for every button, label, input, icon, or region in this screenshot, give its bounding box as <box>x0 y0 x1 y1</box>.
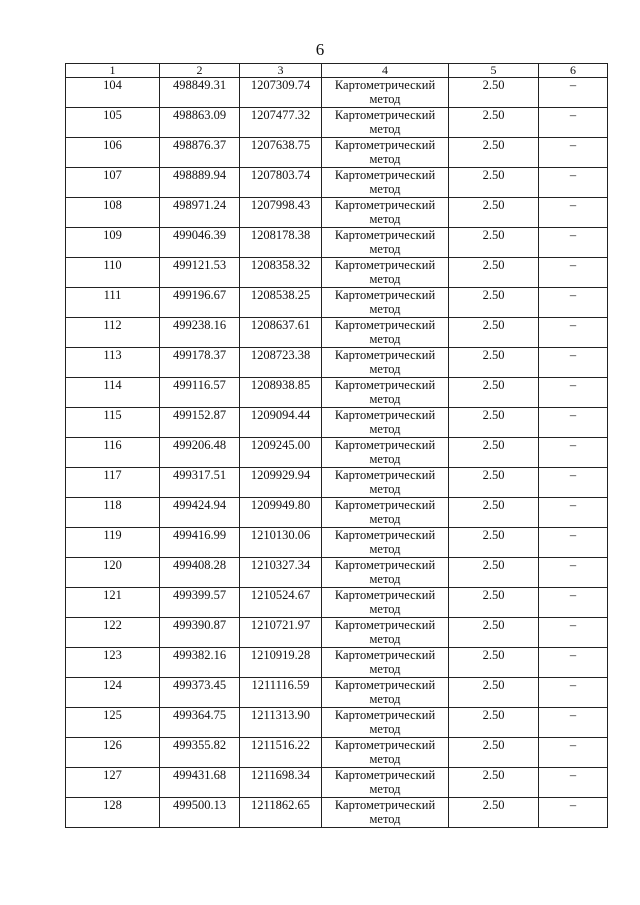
note-cell: – <box>539 588 608 618</box>
method-cell <box>322 408 449 438</box>
note-cell: – <box>539 318 608 348</box>
method-cell <box>322 378 449 408</box>
y-coordinate-cell: 1208637.61 <box>240 318 322 348</box>
method-cell <box>322 138 449 168</box>
method-line-2: метод <box>369 812 401 826</box>
method-line-1: Картометрический <box>334 528 436 542</box>
method-line-2: метод <box>369 602 401 616</box>
y-coordinate-cell: 1209929.94 <box>240 468 322 498</box>
y-coordinate-cell: 1207477.32 <box>240 108 322 138</box>
method-line-1: Картометрический <box>334 708 436 722</box>
point-number-cell: 125 <box>66 708 160 738</box>
method-line-1: Картометрический <box>334 498 436 512</box>
method-line-2: метод <box>369 632 401 646</box>
method-line-1: Картометрический <box>334 678 436 692</box>
y-coordinate-cell: 1207309.74 <box>240 78 322 108</box>
note-cell: – <box>539 768 608 798</box>
y-coordinate-cell: 1209949.80 <box>240 498 322 528</box>
note-cell: – <box>539 528 608 558</box>
method-line-1: Картометрический <box>334 468 436 482</box>
column-header: 5 <box>449 64 539 78</box>
accuracy-cell: 2.50 <box>449 138 539 168</box>
method-line-1: Картометрический <box>334 198 436 212</box>
note-cell: – <box>539 348 608 378</box>
table-row <box>66 738 608 768</box>
method-cell <box>322 198 449 228</box>
accuracy-cell: 2.50 <box>449 78 539 108</box>
point-number-cell: 113 <box>66 348 160 378</box>
x-coordinate-cell: 499206.48 <box>160 438 240 468</box>
method-cell <box>322 498 449 528</box>
x-coordinate-cell: 499408.28 <box>160 558 240 588</box>
method-line-1: Картометрический <box>334 348 436 362</box>
y-coordinate-cell: 1210721.97 <box>240 618 322 648</box>
method-line-2: метод <box>369 92 401 106</box>
x-coordinate-cell: 499390.87 <box>160 618 240 648</box>
y-coordinate-cell: 1207638.75 <box>240 138 322 168</box>
y-coordinate-cell: 1207803.74 <box>240 168 322 198</box>
table-row <box>66 78 608 108</box>
x-coordinate-cell: 499178.37 <box>160 348 240 378</box>
x-coordinate-cell: 498876.37 <box>160 138 240 168</box>
page-number: 6 <box>315 40 325 59</box>
accuracy-cell: 2.50 <box>449 408 539 438</box>
point-number-cell: 126 <box>66 738 160 768</box>
accuracy-cell: 2.50 <box>449 318 539 348</box>
x-coordinate-cell: 499317.51 <box>160 468 240 498</box>
x-coordinate-cell: 499399.57 <box>160 588 240 618</box>
method-cell <box>322 798 449 828</box>
note-cell: – <box>539 438 608 468</box>
x-coordinate-cell: 499121.53 <box>160 258 240 288</box>
table-row <box>66 258 608 288</box>
y-coordinate-cell: 1207998.43 <box>240 198 322 228</box>
method-cell <box>322 228 449 258</box>
y-coordinate-cell: 1208723.38 <box>240 348 322 378</box>
method-line-1: Картометрический <box>334 378 436 392</box>
y-coordinate-cell: 1211116.59 <box>240 678 322 708</box>
point-number-cell: 128 <box>66 798 160 828</box>
method-cell <box>322 168 449 198</box>
method-cell <box>322 708 449 738</box>
point-number-cell: 107 <box>66 168 160 198</box>
note-cell: – <box>539 78 608 108</box>
note-cell: – <box>539 168 608 198</box>
note-cell: – <box>539 198 608 228</box>
y-coordinate-cell: 1208358.32 <box>240 258 322 288</box>
y-coordinate-cell: 1211862.65 <box>240 798 322 828</box>
accuracy-cell: 2.50 <box>449 738 539 768</box>
note-cell: – <box>539 798 608 828</box>
accuracy-cell: 2.50 <box>449 798 539 828</box>
table-row <box>66 168 608 198</box>
point-number-cell: 127 <box>66 768 160 798</box>
point-number-cell: 108 <box>66 198 160 228</box>
x-coordinate-cell: 499382.16 <box>160 648 240 678</box>
point-number-cell: 123 <box>66 648 160 678</box>
point-number-cell: 118 <box>66 498 160 528</box>
method-line-1: Картометрический <box>334 228 436 242</box>
table-row <box>66 588 608 618</box>
point-number-cell: 119 <box>66 528 160 558</box>
method-line-1: Картометрический <box>334 108 436 122</box>
point-number-cell: 105 <box>66 108 160 138</box>
table-row <box>66 408 608 438</box>
x-coordinate-cell: 498889.94 <box>160 168 240 198</box>
point-number-cell: 104 <box>66 78 160 108</box>
method-line-2: метод <box>369 362 401 376</box>
note-cell: – <box>539 228 608 258</box>
point-number-cell: 114 <box>66 378 160 408</box>
method-line-1: Картометрический <box>334 258 436 272</box>
table-row <box>66 768 608 798</box>
x-coordinate-cell: 499424.94 <box>160 498 240 528</box>
point-number-cell: 122 <box>66 618 160 648</box>
method-line-2: метод <box>369 212 401 226</box>
note-cell: – <box>539 708 608 738</box>
x-coordinate-cell: 499152.87 <box>160 408 240 438</box>
point-number-cell: 124 <box>66 678 160 708</box>
accuracy-cell: 2.50 <box>449 228 539 258</box>
table-row <box>66 288 608 318</box>
point-number-cell: 121 <box>66 588 160 618</box>
accuracy-cell: 2.50 <box>449 678 539 708</box>
method-line-2: метод <box>369 482 401 496</box>
method-line-2: метод <box>369 332 401 346</box>
table-row <box>66 108 608 138</box>
point-number-cell: 117 <box>66 468 160 498</box>
y-coordinate-cell: 1210524.67 <box>240 588 322 618</box>
x-coordinate-cell: 499373.45 <box>160 678 240 708</box>
method-line-2: метод <box>369 302 401 316</box>
accuracy-cell: 2.50 <box>449 438 539 468</box>
method-line-2: метод <box>369 722 401 736</box>
method-cell <box>322 768 449 798</box>
x-coordinate-cell: 498863.09 <box>160 108 240 138</box>
method-line-2: метод <box>369 512 401 526</box>
method-cell <box>322 318 449 348</box>
method-line-2: метод <box>369 242 401 256</box>
method-cell <box>322 108 449 138</box>
method-line-1: Картометрический <box>334 648 436 662</box>
method-cell <box>322 468 449 498</box>
method-line-2: метод <box>369 392 401 406</box>
table-row <box>66 678 608 708</box>
note-cell: – <box>539 648 608 678</box>
note-cell: – <box>539 678 608 708</box>
table-row <box>66 198 608 228</box>
point-number-cell: 120 <box>66 558 160 588</box>
point-number-cell: 109 <box>66 228 160 258</box>
table-row <box>66 708 608 738</box>
method-line-1: Картометрический <box>334 438 436 452</box>
accuracy-cell: 2.50 <box>449 618 539 648</box>
method-cell <box>322 678 449 708</box>
method-line-2: метод <box>369 662 401 676</box>
method-line-1: Картометрический <box>334 588 436 602</box>
x-coordinate-cell: 499431.68 <box>160 768 240 798</box>
accuracy-cell: 2.50 <box>449 288 539 318</box>
method-line-2: метод <box>369 542 401 556</box>
accuracy-cell: 2.50 <box>449 198 539 228</box>
x-coordinate-cell: 499196.67 <box>160 288 240 318</box>
table-row <box>66 348 608 378</box>
x-coordinate-cell: 499364.75 <box>160 708 240 738</box>
column-header: 4 <box>322 64 449 78</box>
method-line-2: метод <box>369 182 401 196</box>
note-cell: – <box>539 378 608 408</box>
table-row <box>66 318 608 348</box>
accuracy-cell: 2.50 <box>449 168 539 198</box>
method-line-1: Картометрический <box>334 738 436 752</box>
header-row <box>66 64 608 78</box>
note-cell: – <box>539 738 608 768</box>
y-coordinate-cell: 1210327.34 <box>240 558 322 588</box>
accuracy-cell: 2.50 <box>449 108 539 138</box>
x-coordinate-cell: 499500.13 <box>160 798 240 828</box>
method-line-2: метод <box>369 422 401 436</box>
point-number-cell: 116 <box>66 438 160 468</box>
method-line-1: Картометрический <box>334 618 436 632</box>
method-line-2: метод <box>369 782 401 796</box>
method-cell <box>322 648 449 678</box>
x-coordinate-cell: 498971.24 <box>160 198 240 228</box>
table-row <box>66 468 608 498</box>
y-coordinate-cell: 1208938.85 <box>240 378 322 408</box>
method-cell <box>322 258 449 288</box>
method-cell <box>322 438 449 468</box>
method-line-2: метод <box>369 122 401 136</box>
y-coordinate-cell: 1210130.06 <box>240 528 322 558</box>
table-row <box>66 378 608 408</box>
table-row <box>66 648 608 678</box>
note-cell: – <box>539 288 608 318</box>
note-cell: – <box>539 498 608 528</box>
accuracy-cell: 2.50 <box>449 708 539 738</box>
method-cell <box>322 288 449 318</box>
x-coordinate-cell: 499416.99 <box>160 528 240 558</box>
accuracy-cell: 2.50 <box>449 348 539 378</box>
note-cell: – <box>539 618 608 648</box>
y-coordinate-cell: 1211698.34 <box>240 768 322 798</box>
method-cell <box>322 588 449 618</box>
table-row <box>66 798 608 828</box>
accuracy-cell: 2.50 <box>449 258 539 288</box>
method-line-1: Картометрический <box>334 288 436 302</box>
column-header: 3 <box>240 64 322 78</box>
accuracy-cell: 2.50 <box>449 768 539 798</box>
column-header: 6 <box>539 64 608 78</box>
method-cell <box>322 78 449 108</box>
table-row <box>66 558 608 588</box>
coordinates-table <box>65 63 608 828</box>
note-cell: – <box>539 468 608 498</box>
x-coordinate-cell: 499116.57 <box>160 378 240 408</box>
x-coordinate-cell: 499046.39 <box>160 228 240 258</box>
point-number-cell: 112 <box>66 318 160 348</box>
method-line-1: Картометрический <box>334 78 436 92</box>
note-cell: – <box>539 108 608 138</box>
column-header: 2 <box>160 64 240 78</box>
point-number-cell: 106 <box>66 138 160 168</box>
y-coordinate-cell: 1209245.00 <box>240 438 322 468</box>
method-cell <box>322 558 449 588</box>
method-line-1: Картометрический <box>334 558 436 572</box>
accuracy-cell: 2.50 <box>449 648 539 678</box>
accuracy-cell: 2.50 <box>449 588 539 618</box>
note-cell: – <box>539 408 608 438</box>
method-line-1: Картометрический <box>334 318 436 332</box>
note-cell: – <box>539 558 608 588</box>
x-coordinate-cell: 499238.16 <box>160 318 240 348</box>
table-row <box>66 438 608 468</box>
method-line-2: метод <box>369 752 401 766</box>
y-coordinate-cell: 1210919.28 <box>240 648 322 678</box>
point-number-cell: 110 <box>66 258 160 288</box>
table-row <box>66 618 608 648</box>
note-cell: – <box>539 138 608 168</box>
table-row <box>66 498 608 528</box>
accuracy-cell: 2.50 <box>449 528 539 558</box>
table-row <box>66 228 608 258</box>
y-coordinate-cell: 1209094.44 <box>240 408 322 438</box>
method-line-2: метод <box>369 692 401 706</box>
point-number-cell: 111 <box>66 288 160 318</box>
method-cell <box>322 528 449 558</box>
note-cell: – <box>539 258 608 288</box>
y-coordinate-cell: 1208178.38 <box>240 228 322 258</box>
point-number-cell: 115 <box>66 408 160 438</box>
method-line-2: метод <box>369 272 401 286</box>
method-line-2: метод <box>369 572 401 586</box>
method-line-1: Картометрический <box>334 798 436 812</box>
y-coordinate-cell: 1211313.90 <box>240 708 322 738</box>
accuracy-cell: 2.50 <box>449 498 539 528</box>
method-cell <box>322 738 449 768</box>
accuracy-cell: 2.50 <box>449 468 539 498</box>
y-coordinate-cell: 1211516.22 <box>240 738 322 768</box>
method-line-1: Картометрический <box>334 138 436 152</box>
method-line-1: Картометрический <box>334 168 436 182</box>
method-line-1: Картометрический <box>334 768 436 782</box>
method-line-1: Картометрический <box>334 408 436 422</box>
accuracy-cell: 2.50 <box>449 558 539 588</box>
table-row <box>66 138 608 168</box>
accuracy-cell: 2.50 <box>449 378 539 408</box>
y-coordinate-cell: 1208538.25 <box>240 288 322 318</box>
x-coordinate-cell: 498849.31 <box>160 78 240 108</box>
method-line-2: метод <box>369 452 401 466</box>
method-cell <box>322 618 449 648</box>
method-line-2: метод <box>369 152 401 166</box>
method-cell <box>322 348 449 378</box>
column-header: 1 <box>66 64 160 78</box>
table-row <box>66 528 608 558</box>
x-coordinate-cell: 499355.82 <box>160 738 240 768</box>
